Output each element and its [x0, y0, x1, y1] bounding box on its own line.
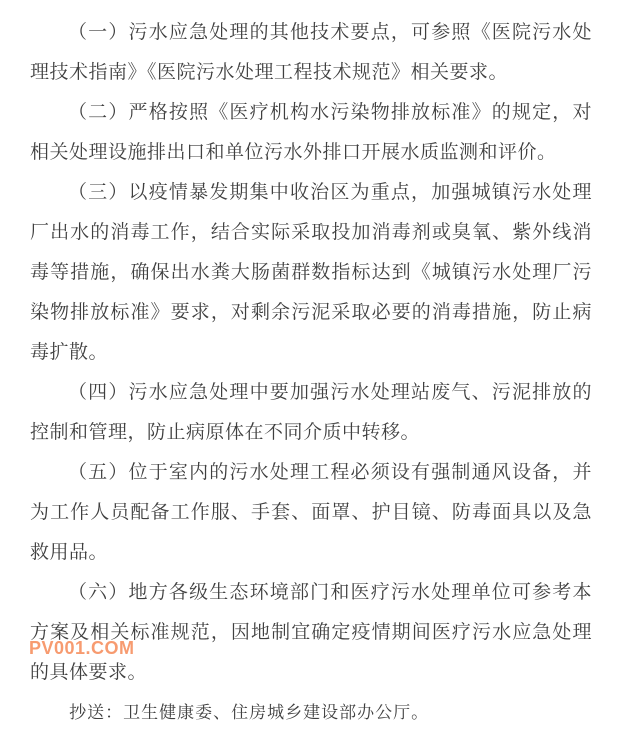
watermark-text: PV001.COM [29, 638, 135, 658]
paragraph-6: （六）地方各级生态环境部门和医疗污水处理单位可参考本方案及相关标准规范，因地制宜确定疫情期间医疗污水应急处理的具体要求。 [30, 582, 592, 683]
paragraph-5: （五）位于室内的污水处理工程必须设有强制通风设备，并为工作人员配备工作服、手套、面罩、护目镜、防毒面具以及急救用品。 [30, 462, 592, 563]
paragraph-2: （二）严格按照《医疗机构水污染物排放标准》的规定，对相关处理设施排出口和单位污水外排口开展水质监测和评价。 [30, 102, 592, 163]
paragraph-4: （四）污水应急处理中要加强污水处理站废气、污泥排放的控制和管理，防止病原体在不同介质中转移。 [30, 382, 592, 443]
paragraph-1: （一）污水应急处理的其他技术要点，可参照《医院污水处理技术指南》《医院污水处理工程技术规范》相关要求。 [30, 22, 592, 83]
paragraph-3: （三）以疫情暴发期集中收治区为重点，加强城镇污水处理厂出水的消毒工作，结合实际采取投加消毒剂或臭氧、紫外线消毒等措施，确保出水粪大肠菌群数指标达到《城镇污水处理厂污染物排放标准》要求，对剩余污泥采取必要的消毒措施，防止病毒扩散。 [30, 182, 592, 363]
cc-line: 抄送：卫生健康委、住房城乡建设部办公厅。 [69, 703, 430, 722]
document-body [30, 13, 592, 733]
